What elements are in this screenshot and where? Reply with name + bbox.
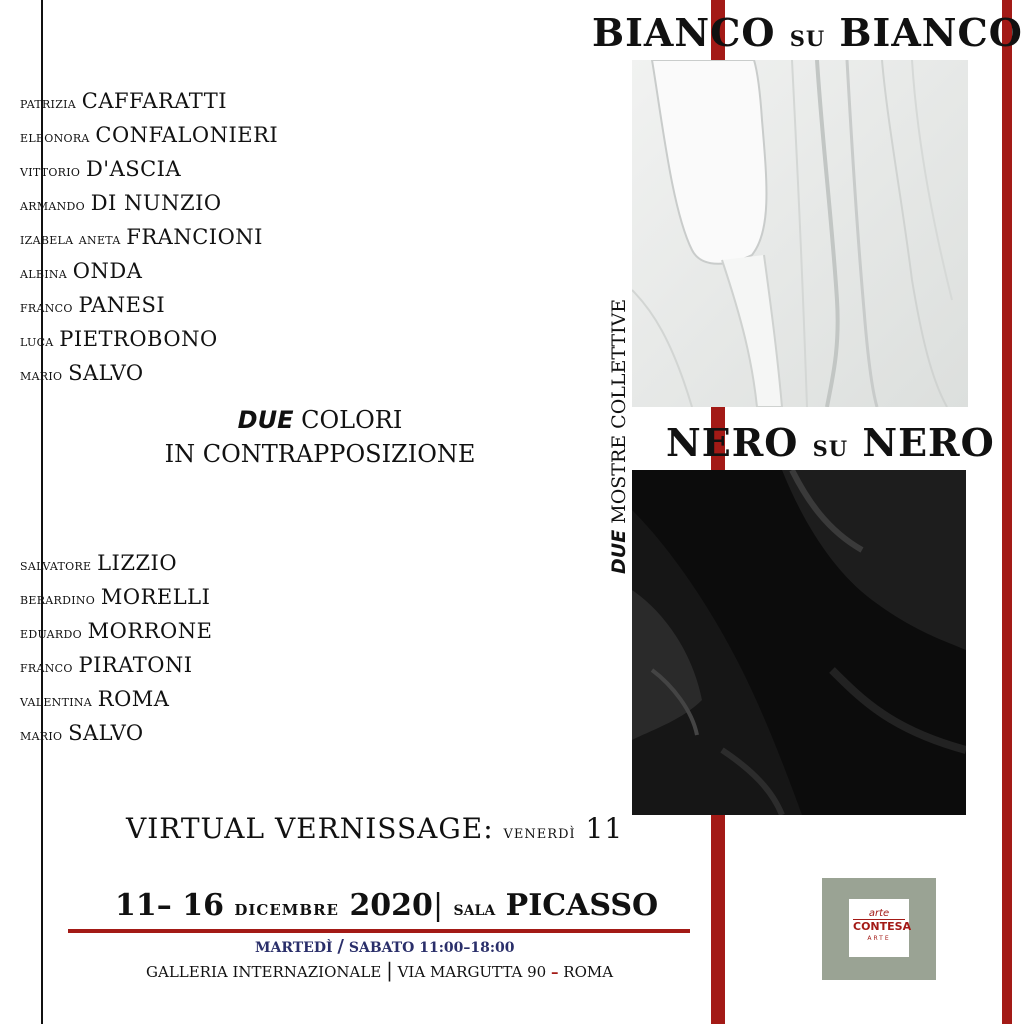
artist-name — [20, 254, 278, 288]
artist-first-name: eleonora — [20, 127, 90, 146]
artist-name — [20, 322, 278, 356]
red-underline — [68, 929, 690, 933]
artist-last-name: PIRATONI — [78, 653, 193, 677]
vernissage-day: venerdì — [503, 821, 576, 843]
artist-last-name: MORELLI — [100, 585, 211, 609]
artist-last-name: CAFFARATTI — [81, 89, 227, 113]
artist-list-nero — [20, 546, 212, 750]
artist-first-name: salvatore — [20, 555, 92, 574]
artist-name — [20, 118, 278, 152]
vertical-caption — [608, 299, 630, 574]
dates-sala: sala — [453, 896, 496, 920]
artist-last-name: PIETROBONO — [59, 327, 218, 351]
address-street: VIA MARGUTTA 90 — [397, 963, 547, 981]
nero-title-word1: NERO — [666, 420, 799, 465]
artist-name — [20, 84, 278, 118]
tagline-due: DUE — [237, 406, 294, 434]
artist-last-name: LIZZIO — [97, 551, 178, 575]
logo-script: arte — [868, 908, 890, 919]
hours-time: 11:00–18:00 — [419, 940, 515, 956]
bianco-title-word2: BIANCO — [839, 10, 1023, 55]
logo-sub: ARTE — [867, 935, 891, 942]
tagline — [150, 406, 490, 468]
artwork-black — [632, 470, 966, 815]
dates-month: dicembre — [234, 895, 339, 921]
artist-list-bianco — [20, 84, 278, 390]
artist-name — [20, 152, 278, 186]
vernissage-sep: : — [483, 812, 494, 845]
artist-last-name: CONFALONIERI — [95, 123, 279, 147]
artist-name — [20, 648, 212, 682]
artist-first-name: valentina — [20, 691, 93, 710]
vernissage-num: 11 — [585, 812, 624, 845]
artist-name — [20, 716, 212, 750]
artist-last-name: SALVO — [68, 361, 144, 385]
artist-name — [20, 220, 278, 254]
artist-last-name: DI NUNZIO — [90, 191, 222, 215]
address-sep: | — [386, 958, 393, 982]
logo-word: CONTESA — [853, 920, 912, 933]
logo-card — [849, 899, 912, 957]
artist-name — [20, 682, 212, 716]
nero-title — [666, 420, 995, 465]
nero-title-word2: NERO — [862, 420, 995, 465]
artist-first-name: izabela aneta — [20, 229, 121, 248]
vertical-due: DUE — [608, 529, 630, 574]
hours-day1: MARTEDÌ — [255, 940, 333, 956]
red-bar-right — [1002, 0, 1012, 1024]
vernissage-label: VIRTUAL VERNISSAGE — [126, 812, 484, 845]
artist-first-name: berardino — [20, 589, 96, 608]
artist-first-name: albina — [20, 263, 68, 282]
gallery-logo — [822, 878, 936, 980]
artist-first-name: armando — [20, 195, 85, 214]
address-gallery: GALLERIA INTERNAZIONALE — [146, 963, 382, 981]
artist-name — [20, 546, 212, 580]
artist-first-name: luca — [20, 331, 54, 350]
artist-first-name: franco — [20, 657, 73, 676]
dates-year: 2020 — [349, 888, 433, 923]
artist-first-name: franco — [20, 297, 73, 316]
artist-last-name: SALVO — [68, 721, 144, 745]
artist-last-name: PANESI — [78, 293, 166, 317]
artist-name — [20, 288, 278, 322]
artist-last-name: ONDA — [72, 259, 143, 283]
artist-first-name: mario — [20, 725, 63, 744]
bianco-title-word1: BIANCO — [592, 10, 776, 55]
address-dash: – — [551, 963, 559, 981]
artist-name — [20, 614, 212, 648]
address — [146, 958, 613, 982]
artist-first-name: vittorio — [20, 161, 81, 180]
artist-first-name: eduardo — [20, 623, 82, 642]
tagline-line2: IN CONTRAPPOSIZIONE — [164, 440, 476, 468]
artist-first-name: mario — [20, 365, 63, 384]
artwork-white — [632, 60, 968, 407]
dates-hall: PICASSO — [505, 888, 659, 923]
hours-day2: SABATO — [348, 940, 415, 956]
artist-name — [20, 186, 278, 220]
bianco-title — [592, 10, 1023, 55]
hours-slash: / — [337, 936, 344, 957]
artist-last-name: ROMA — [97, 687, 170, 711]
artist-name — [20, 356, 278, 390]
dates-range: 11– 16 — [115, 888, 224, 923]
artist-first-name: patrizia — [20, 93, 77, 112]
opening-hours — [255, 936, 515, 957]
dates — [115, 888, 658, 923]
tagline-colori: COLORI — [301, 406, 403, 434]
artist-last-name: MORRONE — [87, 619, 213, 643]
bianco-title-su: su — [789, 19, 826, 54]
tagline-line1 — [150, 406, 490, 434]
artist-last-name: FRANCIONI — [126, 225, 263, 249]
artist-last-name: D'ASCIA — [85, 157, 182, 181]
vertical-rest: MOSTRE COLLETTIVE — [608, 298, 630, 524]
vernissage — [126, 812, 623, 845]
nero-title-su: su — [812, 429, 849, 464]
address-city: ROMA — [563, 963, 614, 981]
dates-sep: | — [432, 888, 444, 923]
artist-name — [20, 580, 212, 614]
